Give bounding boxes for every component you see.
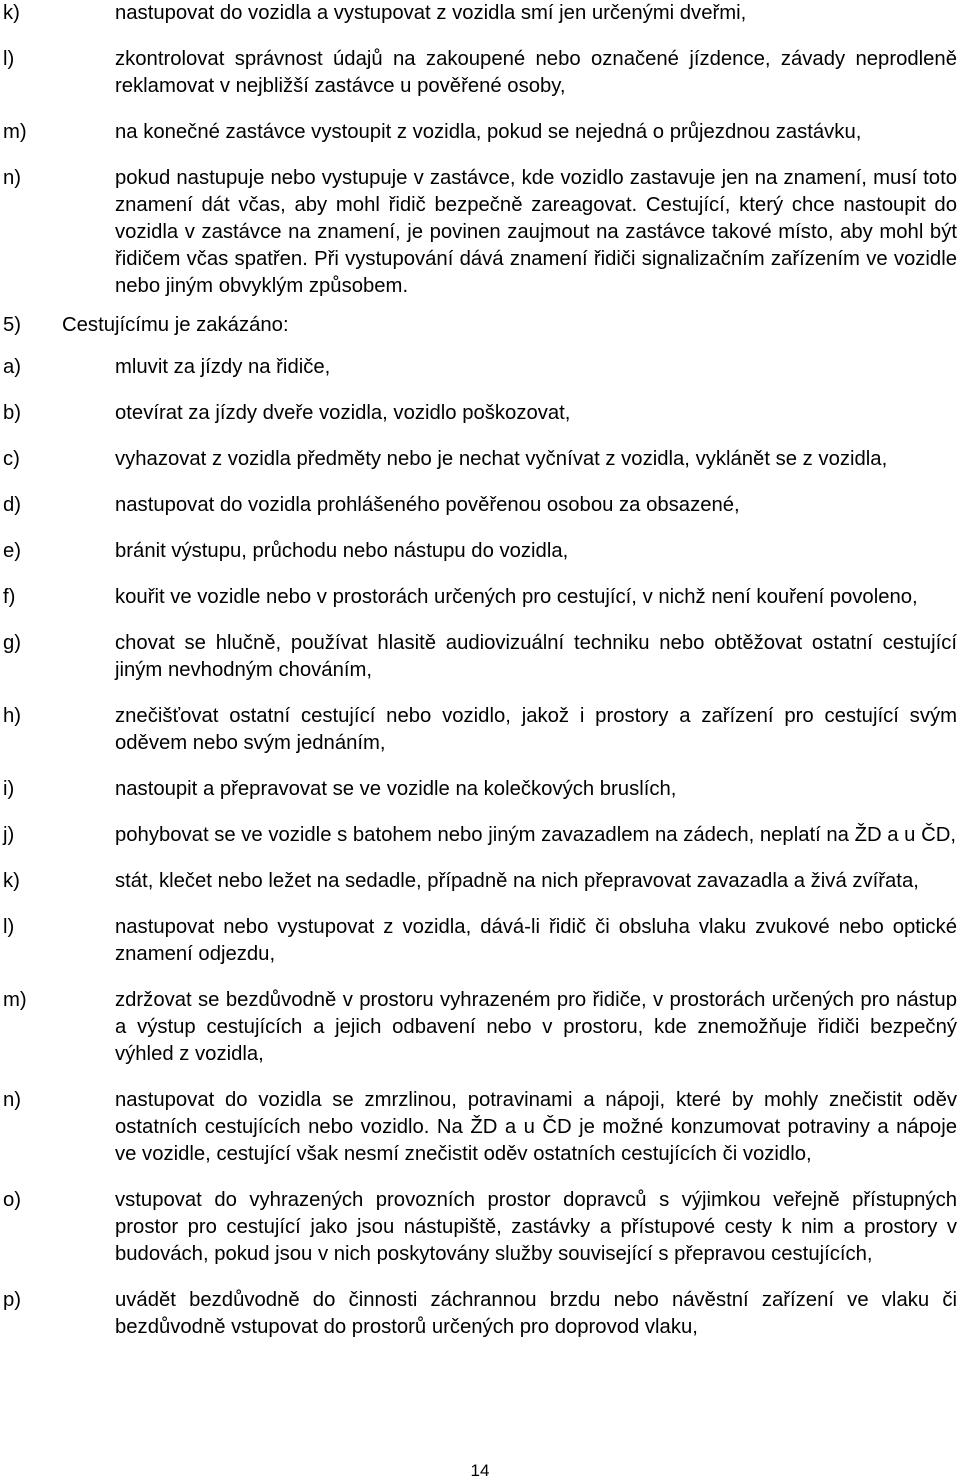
list-item-text: chovat se hlučně, používat hlasitě audiovizuální techniku nebo obtěžovat ostatní cestující jiným nevhodným chováním, xyxy=(115,632,957,681)
list-item xyxy=(0,400,957,427)
list-item-label: k) xyxy=(3,2,20,24)
list-item-label: h) xyxy=(3,705,22,727)
list-item-label: n) xyxy=(3,167,22,189)
list-item-label: m) xyxy=(3,989,27,1011)
list-item xyxy=(0,1087,957,1168)
list-item-label: k) xyxy=(3,870,20,892)
list-item xyxy=(0,46,957,100)
list-item-text: mluvit za jízdy na řidiče, xyxy=(115,356,331,378)
list-item-text: zkontrolovat správnost údajů na zakoupené nebo označené jízdence, závady neprodleně reklamovat v nejbližší zastávce u pověřené osoby, xyxy=(115,48,957,97)
list-item-label: n) xyxy=(3,1089,22,1111)
list-item xyxy=(0,822,957,849)
list-item xyxy=(0,630,957,684)
list-item-label: b) xyxy=(3,402,22,424)
list-item xyxy=(0,538,957,565)
list-item-text: znečišťovat ostatní cestující nebo vozidlo, jakož i prostory a zařízení pro cestující svým oděvem nebo svým jednáním, xyxy=(115,705,957,754)
page-number: 14 xyxy=(470,1461,490,1480)
list-item xyxy=(0,119,957,146)
list-item xyxy=(0,1287,957,1341)
list-item xyxy=(0,354,957,381)
list-item xyxy=(0,776,957,803)
list-item xyxy=(0,584,957,611)
list-item-text: nastoupit a přepravovat se ve vozidle na kolečkových bruslích, xyxy=(115,778,677,800)
list-item xyxy=(0,703,957,757)
list-item-label: j) xyxy=(3,824,15,846)
list-item-text: otevírat za jízdy dveře vozidla, vozidlo poškozovat, xyxy=(115,402,571,424)
list-item-text: stát, klečet nebo ležet na sedadle, případně na nich přepravovat zavazadla a živá zvířata, xyxy=(115,870,919,892)
list-item-label: e) xyxy=(3,540,22,562)
list-item-text: na konečné zastávce vystoupit z vozidla, pokud se nejedná o průjezdnou zastávku, xyxy=(115,121,862,143)
list-item-label: o) xyxy=(3,1189,22,1211)
list-item-text: nastupovat do vozidla prohlášeného pověřenou osobou za obsazené, xyxy=(115,494,740,516)
list-item-label: g) xyxy=(3,632,22,654)
list-item-text: nastupovat do vozidla a vystupovat z vozidla smí jen určenými dveřmi, xyxy=(115,2,747,24)
section-heading-text: Cestujícímu je zakázáno: xyxy=(62,314,289,336)
list-item-label: p) xyxy=(3,1289,22,1311)
list-item-text: pokud nastupuje nebo vystupuje v zastávce, kde vozidlo zastavuje jen na znamení, musí toto znamení dát včas, aby mohl řidič bezpečně zareagovat. Cestující, který chce nastoupit do vozidla v zastávce na znamení, je povinen zaujmout na zastávce takové místo, aby mohl být řidičem včas spatřen. Při vystupování dává znamení řidiči signalizačním zařízením ve vozidle nebo jiným obvyklým způsobem. xyxy=(115,167,957,297)
list-item-text: pohybovat se ve vozidle s batohem nebo jiným zavazadlem na zádech, neplatí na ŽD a u ČD, xyxy=(115,824,957,846)
list-item xyxy=(0,492,957,519)
list-item-text: uvádět bezdůvodně do činnosti záchrannou brzdu nebo návěstní zařízení ve vlaku či bezdůvodně vstupovat do prostorů určených pro doprovod vlaku, xyxy=(115,1289,957,1338)
list-item-label: i) xyxy=(3,778,15,800)
list-item-label: f) xyxy=(3,586,16,608)
list-item xyxy=(0,165,957,300)
list-item xyxy=(0,987,957,1068)
section-number: 5) xyxy=(3,314,22,336)
list-item-text: zdržovat se bezdůvodně v prostoru vyhrazeném pro řidiče, v prostorách určených pro nástup a výstup cestujících a jejich odbavení nebo v prostoru, kde znemožňuje řidiči bezpečný výhled z vozidla, xyxy=(115,989,957,1065)
list-item xyxy=(0,1187,957,1268)
list-item-text: vyhazovat z vozidla předměty nebo je nechat vyčnívat z vozidla, vyklánět se z vozidla, xyxy=(115,448,888,470)
section-heading xyxy=(0,312,957,339)
list-item-label: l) xyxy=(3,48,15,70)
list-item-text: kouřit ve vozidle nebo v prostorách určených pro cestující, v nichž není kouření povoleno, xyxy=(115,586,918,608)
list-item-label: c) xyxy=(3,448,20,470)
list-item-label: a) xyxy=(3,356,22,378)
list-item-text: nastupovat nebo vystupovat z vozidla, dává-li řidič či obsluha vlaku zvukové nebo optické znamení odjezdu, xyxy=(115,916,957,965)
list-item xyxy=(0,0,957,27)
list-item-label: l) xyxy=(3,916,15,938)
list-item xyxy=(0,868,957,895)
list-item xyxy=(0,446,957,473)
list-item-label: d) xyxy=(3,494,22,516)
list-item-text: nastupovat do vozidla se zmrzlinou, potravinami a nápoji, které by mohly znečistit oděv ostatních cestujících nebo vozidlo. Na ŽD a u ČD je možné konzumovat potraviny a nápoje ve vozidle, cestující však nesmí znečistit oděv ostatních cestujících či vozidlo, xyxy=(115,1089,957,1165)
list-item-text: vstupovat do vyhrazených provozních prostor dopravců s výjimkou veřejně přístupných prostor pro cestující jako jsou nástupiště, zastávky a přístupové cesty k nim a prostory v budovách, pokud jsou v nich poskytovány služby související s přepravou cestujících, xyxy=(115,1189,957,1265)
list-item xyxy=(0,914,957,968)
list-item-text: bránit výstupu, průchodu nebo nástupu do vozidla, xyxy=(115,540,569,562)
list-item-label: m) xyxy=(3,121,27,143)
